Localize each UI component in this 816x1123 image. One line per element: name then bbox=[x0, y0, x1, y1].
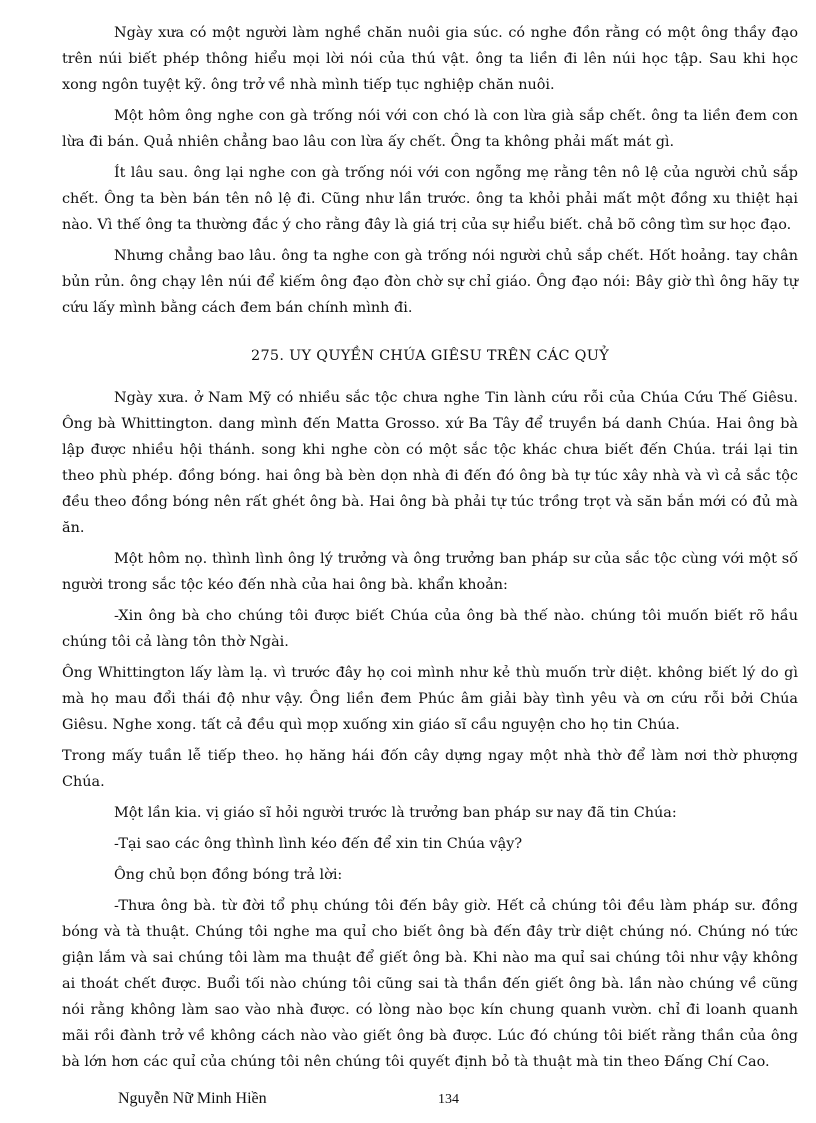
paragraph: Ông chủ bọn đồng bóng trả lời: bbox=[114, 867, 343, 883]
paragraph: Ít lâu sau. ông lại nghe con gà trống nói với con ngỗng mẹ rằng tên nô lệ của người chủ sắp chết. Ông ta bèn bán tên nô lệ đi. Cũng như lần trước. ông ta khỏi phải mất một đồng xu thiệt hại nào. Vì thế ông ta thường đắc ý cho rằng đây là giá trị của sự hiểu biết. chả bõ công tìm sư học đạo. bbox=[62, 165, 798, 233]
paragraph: Một hôm nọ. thình lình ông lý trưởng và ông trưởng ban pháp sư của sắc tộc cùng với một số người trong sắc tộc kéo đến nhà của hai ông bà. khẩn khoản: bbox=[62, 551, 798, 593]
paragraph: Ngày xưa có một người làm nghề chăn nuôi gia súc. có nghe đồn rằng có một ông thầy đạo trên núi biết phép thông hiểu mọi lời nói của thú vật. ông ta liền đi lên núi học tập. Sau khi học xong ngôn tuyệt kỹ. ông trở về nhà mình tiếp tục nghiệp chăn nuôi. bbox=[62, 25, 798, 93]
section-heading: 275. UY QUYỀN CHÚA GIÊSU TRÊN CÁC QUỶ bbox=[251, 348, 609, 364]
paragraph: Ngày xưa. ở Nam Mỹ có nhiều sắc tộc chưa nghe Tin lành cứu rỗi của Chúa Cứu Thế Giêsu. Ông bà Whittington. dang mình đến Matta Grosso. xứ Ba Tây để truyền bá danh Chúa. Hai ông bà lập được nhiều hội thánh. song khi nghe còn có một sắc tộc khác chưa biết đến Chúa. trái lại tin theo phù phép. đồng bóng. hai ông bà bèn dọn nhà đi đến đó ông bà tự túc xây nhà và vì cả sắc tộc đều theo đồng bóng nên rất ghét ông bà. Hai ông bà phải tự túc trồng trọt và săn bắn mới có đủ mà ăn. bbox=[62, 390, 798, 536]
paragraph: Trong mấy tuần lễ tiếp theo. họ hăng hái đốn cây dựng ngay một nhà thờ để làm nơi thờ phượng Chúa. bbox=[62, 748, 798, 790]
paragraph: Một hôm ông nghe con gà trống nói với con chó là con lừa già sắp chết. ông ta liền đem con lừa đi bán. Quả nhiên chẳng bao lâu con lừa ấy chết. Ông ta không phải mất mát gì. bbox=[62, 108, 798, 150]
document-body bbox=[62, 20, 798, 1080]
paragraph: -Xin ông bà cho chúng tôi được biết Chúa của ông bà thế nào. chúng tôi muốn biết rõ hầu chúng tôi cả làng tôn thờ Ngài. bbox=[62, 608, 798, 650]
paragraph: Nhưng chẳng bao lâu. ông ta nghe con gà trống nói người chủ sắp chết. Hốt hoảng. tay chân bủn rủn. ông chạy lên núi để kiếm ông đạo đòn chờ sự chỉ giáo. Ông đạo nói: Bây giờ thì ông hãy tự cứu lấy mình bằng cách đem bán chính mình đi. bbox=[62, 248, 798, 316]
page-number: 134 bbox=[438, 1092, 459, 1107]
paragraph: -Thưa ông bà. từ đời tổ phụ chúng tôi đến bây giờ. Hết cả chúng tôi đều làm pháp sư. đồng bóng và tà thuật. Chúng tôi nghe ma quỉ cho biết ông bà đến đây trừ diệt chúng nó. Chúng nó tức giận lắm và sai chúng tôi làm ma thuật để giết ông bà. Khi nào ma quỉ sai chúng tôi như vậy không ai thoát chết được. Buổi tối nào chúng tôi cũng sai tà thần đến giết ông bà. lần nào chúng về cũng nói rằng không làm sao vào nhà được. có lòng nào bọc kín chung quanh vườn. chỉ đi loanh quanh mãi rồi đành trở về không cách nào vào giết ông bà được. Lúc đó chúng tôi biết rằng thần của ông bà lớn hơn các quỉ của chúng tôi nên chúng tôi quyết định bỏ tà thuật mà tin theo Đấng Chí Cao. bbox=[62, 898, 798, 1070]
paragraph: Một lần kia. vị giáo sĩ hỏi người trước là trưởng ban pháp sư nay đã tin Chúa: bbox=[114, 805, 677, 821]
footer-author: Nguyễn Nữ Minh Hiền bbox=[118, 1090, 267, 1107]
paragraph: Ông Whittington lấy làm lạ. vì trước đây họ coi mình như kẻ thù muốn trừ diệt. không biết lý do gì mà họ mau đổi thái độ như vậy. Ông liền đem Phúc âm giải bày tình yêu và ơn cứu rỗi bởi Chúa Giêsu. Nghe xong. tất cả đều quì mọp xuống xin giáo sĩ cầu nguyện cho họ tin Chúa. bbox=[62, 665, 798, 733]
paragraph: -Tại sao các ông thình lình kéo đến để xin tin Chúa vậy? bbox=[114, 836, 523, 852]
